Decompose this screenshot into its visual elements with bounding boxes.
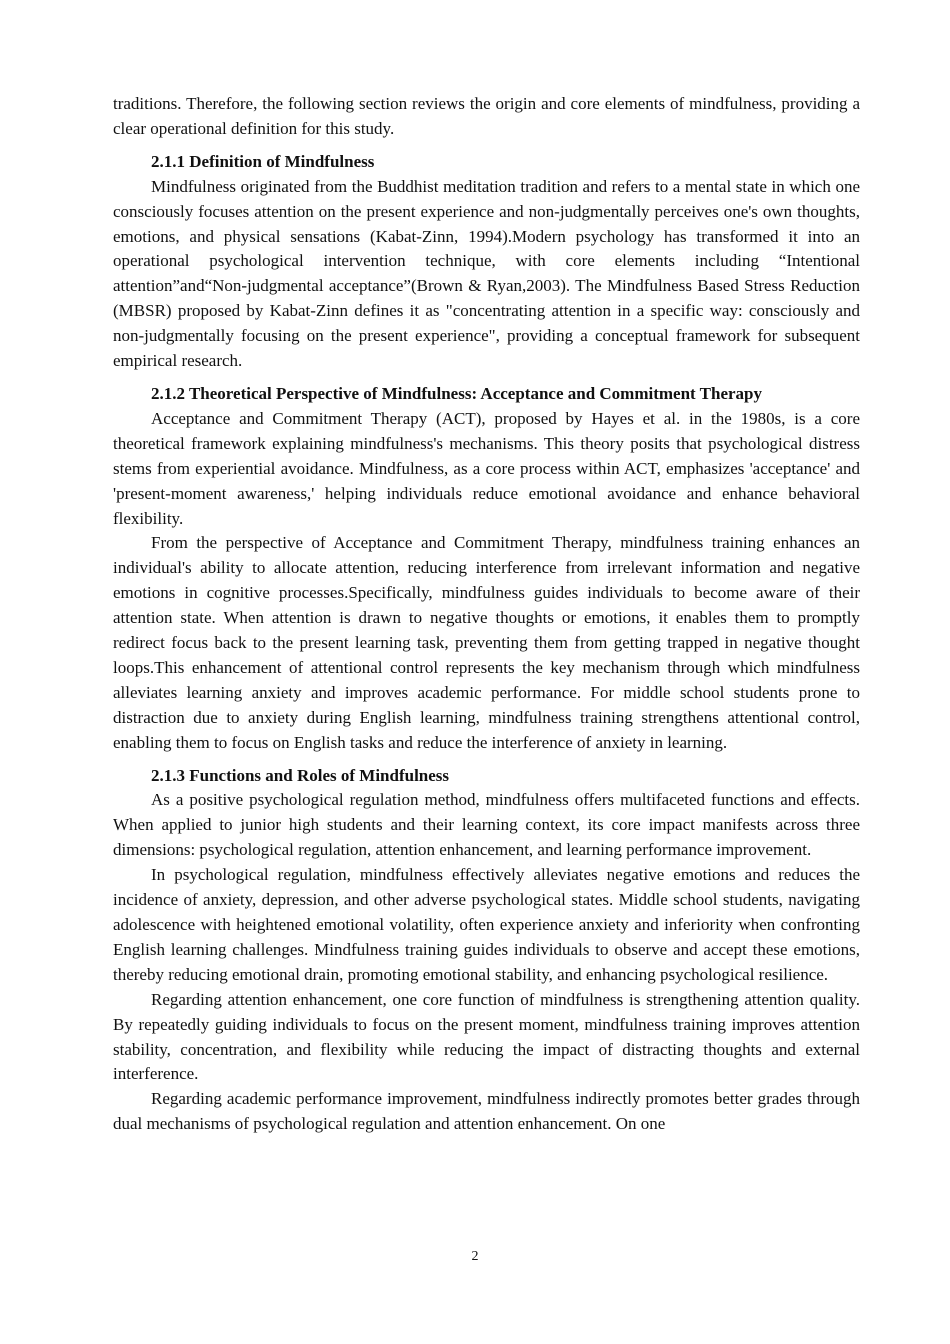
body-paragraph: As a positive psychological regulation method, mindfulness offers multifaceted functions and effects. When applied to junior high students and their learning context, its core impact manifests across three dimensions: psychological regulation, attention enhancement, and learning performance improvement. bbox=[113, 790, 860, 860]
section-heading-2-1-2: 2.1.2 Theoretical Perspective of Mindfulness: Acceptance and Commitment Therapy bbox=[151, 383, 762, 403]
body-paragraph: Regarding attention enhancement, one core function of mindfulness is strengthening attention quality. By repeatedly guiding individuals to focus on the present moment, mindfulness training improves attention stability, concentration, and flexibility while reducing the impact of distracting thoughts and external interference. bbox=[113, 989, 860, 1084]
body-paragraph: From the perspective of Acceptance and Commitment Therapy, mindfulness training enhances an individual's ability to allocate attention, reducing interference from irrelevant information and negative emotions in cognitive processes.Specifically, mindfulness guides individuals to become aware of their attention state. When attention is drawn to negative thoughts or emotions, it enables them to promptly redirect focus back to the present learning task, preventing them from getting trapped in negative thought loops.This enhancement of attentional control represents the key mechanism through which mindfulness alleviates learning anxiety and improves academic performance. For middle school students prone to distraction due to anxiety during English learning, mindfulness training strengthens attentional control, enabling them to focus on English tasks and reduce the interference of anxiety in learning. bbox=[113, 533, 860, 752]
body-paragraph: Regarding academic performance improvement, mindfulness indirectly promotes better grades through dual mechanisms of psychological regulation and attention enhancement. On one bbox=[113, 1089, 860, 1134]
body-paragraph: Mindfulness originated from the Buddhist meditation tradition and refers to a mental state in which one consciously focuses attention on the present experience and non-judgmentally perceives one's own thoughts, emotions, and physical sensations (Kabat-Zinn, 1994).Modern psychology has transformed it into an operational psychological intervention technique, with core elements including “Intentional attention”and“Non-judgmental acceptance”(Brown & Ryan,2003). The Mindfulness Based Stress Reduction (MBSR) proposed by Kabat-Zinn defines it as "concentrating attention in a specific way: consciously and non-judgmentally focusing on the present experience", providing a conceptual framework for subsequent empirical research. bbox=[113, 176, 860, 371]
section-heading-2-1-1: 2.1.1 Definition of Mindfulness bbox=[151, 151, 375, 171]
document-page bbox=[113, 92, 860, 1137]
body-paragraph: In psychological regulation, mindfulness effectively alleviates negative emotions and reduces the incidence of anxiety, depression, and other adverse psychological states. Middle school students, navigating adolescence with heightened emotional volatility, often experience anxiety and inferiority when confronting English learning challenges. Mindfulness training guides individuals to observe and accept these emotions, thereby reducing emotional drain, promoting emotional stability, and enhancing psychological resilience. bbox=[113, 865, 860, 984]
section-heading-2-1-3: 2.1.3 Functions and Roles of Mindfulness bbox=[151, 765, 450, 785]
page-number: 2 bbox=[471, 1249, 479, 1264]
body-paragraph: Acceptance and Commitment Therapy (ACT), proposed by Hayes et al. in the 1980s, is a core theoretical framework explaining mindfulness's mechanisms. This theory posits that psychological distress stems from experiential avoidance. Mindfulness, as a core process within ACT, emphasizes 'acceptance' and 'present-moment awareness,' helping individuals reduce emotional avoidance and enhance behavioral flexibility. bbox=[113, 408, 860, 528]
intro-paragraph: traditions. Therefore, the following section reviews the origin and core elements of mindfulness, providing a clear operational definition for this study. bbox=[113, 94, 860, 138]
